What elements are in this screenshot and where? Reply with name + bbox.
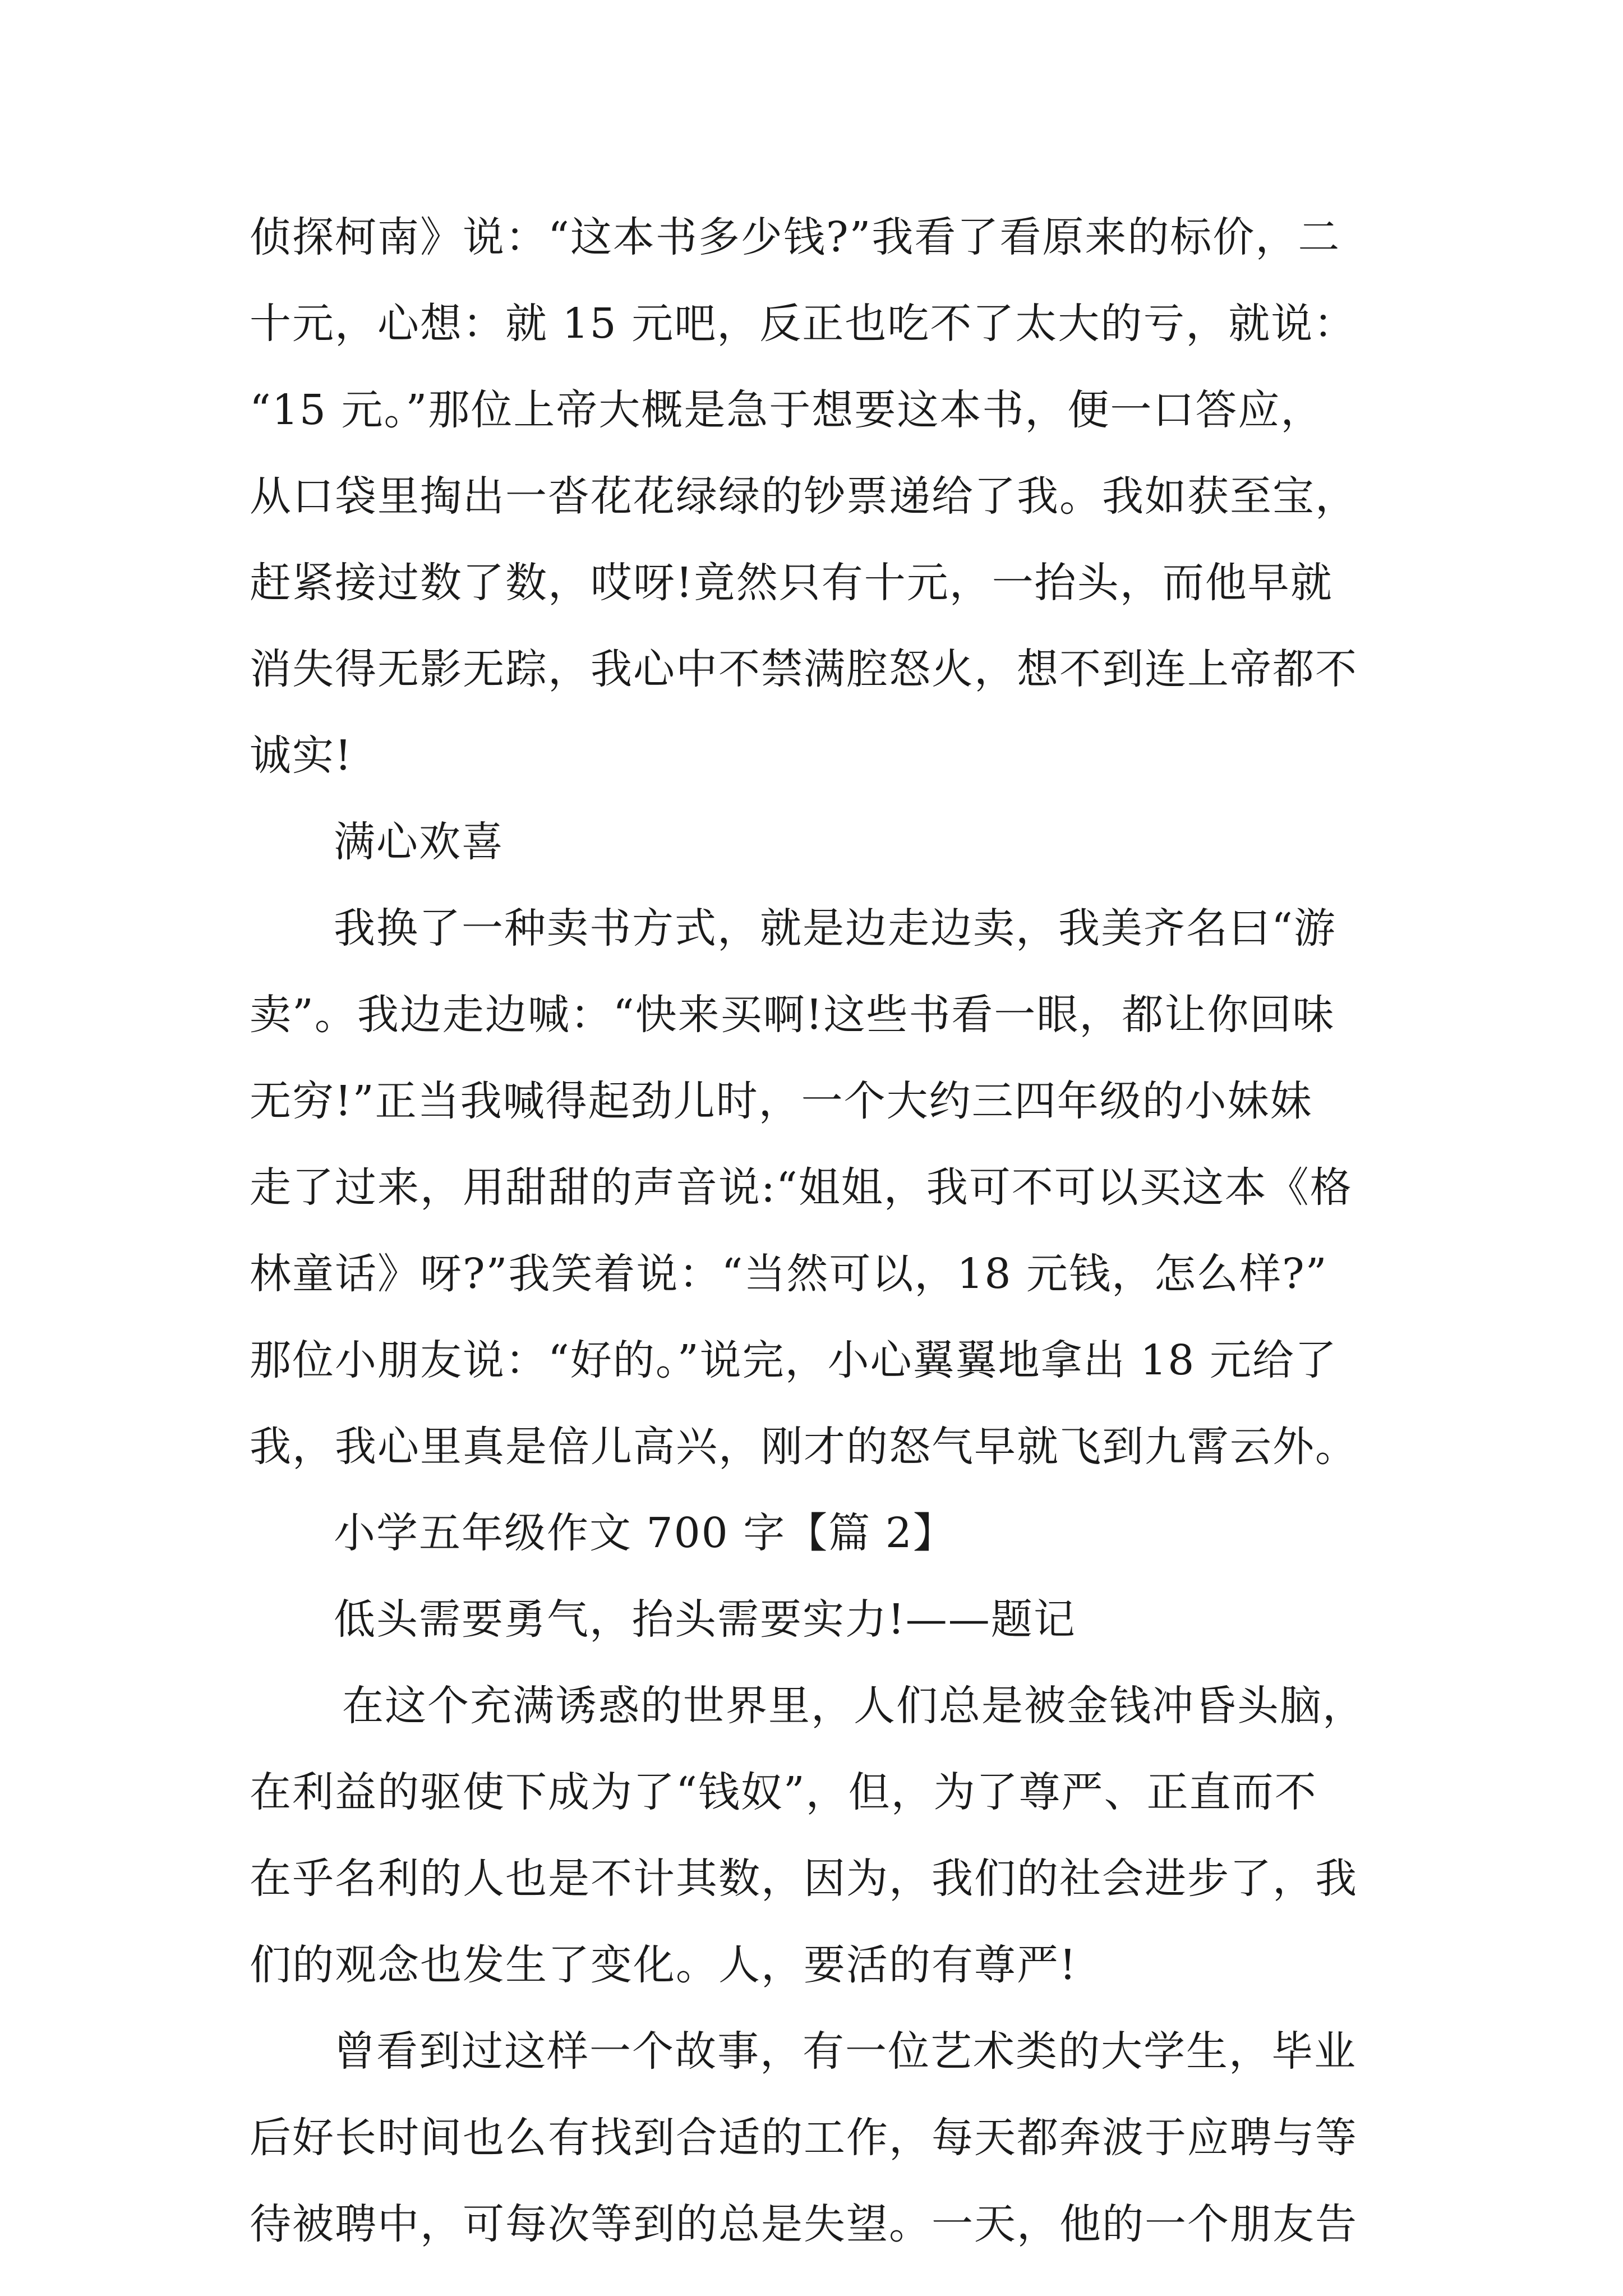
text-line: 在这个充满诱惑的世界里，人们总是被金钱冲昏头脑， xyxy=(342,1682,1365,1730)
text-line: 十元，心想：就 15 元吧，反正也吃不了太大的亏，就说： xyxy=(250,300,1357,348)
text-line: 赶紧接过数了数，哎呀!竟然只有十元，一抬头，而他早就 xyxy=(250,559,1333,607)
text-line: 在利益的驱使下成为了“钱奴”，但，为了尊严、正直而不 xyxy=(250,1768,1317,1816)
section-heading: 满心欢喜 xyxy=(334,818,504,866)
text-line: 曾看到过这样一个故事，有一位艺术类的大学生，毕业 xyxy=(334,2027,1357,2076)
text-line: 们的观念也发生了变化。人，要活的有尊严! xyxy=(250,1941,1077,1989)
text-line: “15 元。”那位上帝大概是急于想要这本书，便一口答应， xyxy=(250,386,1324,434)
text-line: 诚实! xyxy=(250,731,353,780)
text-line: 后好长时间也么有找到合适的工作，每天都奔波于应聘与等 xyxy=(250,2114,1358,2162)
epigraph: 低头需要勇气，抬头需要实力!——题记 xyxy=(334,1595,1076,1644)
text-line: 我，我心里真是倍儿高兴，刚才的怒气早就飞到九霄云外。 xyxy=(250,1423,1358,1471)
text-line: 消失得无影无踪，我心中不禁满腔怒火，想不到连上帝都不 xyxy=(250,645,1358,693)
text-line: 林童话》呀?”我笑着说：“当然可以，18 元钱，怎么样?” xyxy=(250,1250,1328,1298)
text-line: 走了过来，用甜甜的声音说:“姐姐，我可不可以买这本《格 xyxy=(250,1163,1353,1212)
text-line: 无穷!”正当我喊得起劲儿时，一个大约三四年级的小妹妹 xyxy=(250,1077,1313,1125)
text-line: 卖”。我边走边喊：“快来买啊!这些书看一眼，都让你回味 xyxy=(250,991,1335,1039)
text-line: 侦探柯南》说：“这本书多少钱?”我看了看原来的标价，二 xyxy=(250,213,1341,261)
text-line: 在乎名利的人也是不计其数，因为，我们的社会进步了，我 xyxy=(250,1855,1358,1903)
text-line: 那位小朋友说：“好的。”说完，小心翼翼地拿出 18 元给了 xyxy=(250,1336,1338,1384)
text-line: 从口袋里掏出一沓花花绿绿的钞票递给了我。我如获至宝， xyxy=(250,472,1358,521)
text-line: 我换了一种卖书方式，就是边走边卖，我美齐名曰“游 xyxy=(334,904,1336,953)
article-title: 小学五年级作文 700 字【篇 2】 xyxy=(334,1509,956,1557)
text-line: 待被聘中，可每次等到的总是失望。一天，他的一个朋友告 xyxy=(250,2200,1358,2248)
